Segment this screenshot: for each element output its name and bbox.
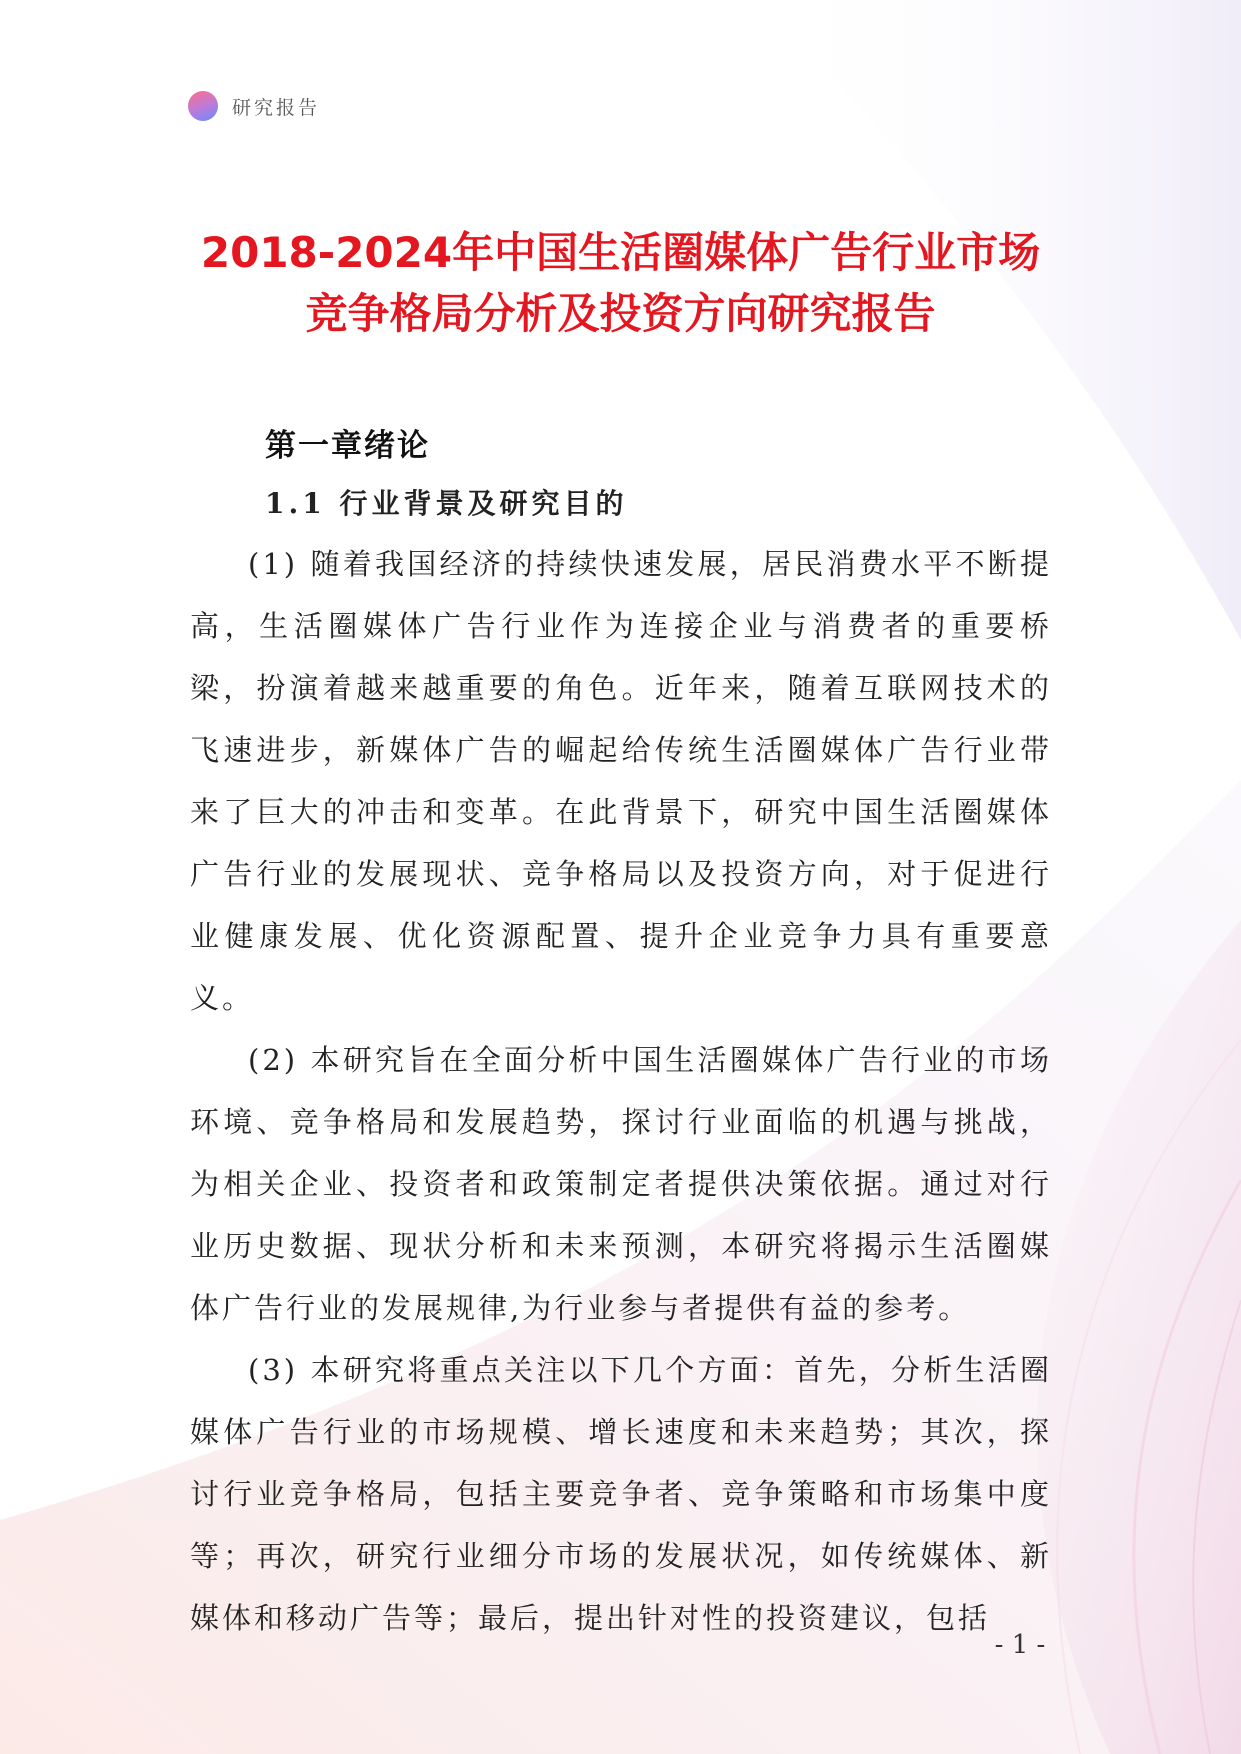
report-title — [150, 222, 1091, 344]
logo-icon — [188, 91, 218, 121]
chapter-heading: 第一章绪论 — [265, 428, 430, 464]
header-label: 研究报告 — [232, 96, 321, 119]
section-heading: 1.1 行业背景及研究目的 — [265, 487, 628, 520]
paragraph-3: (3) 本研究将重点关注以下几个方面：首先，分析生活圈媒体广告行业的市场规模、增长速度和未来趋势；其次，探讨行业竞争格局，包括主要竞争者、竞争策略和市场集中度等；再次，研究行业细分市场的发展状况，如传统媒体、新媒体和移动广告等；最后，提出针对性的投资建议，包括 — [190, 1353, 1052, 1635]
page-header — [188, 90, 320, 122]
title-line-2: 竞争格局分析及投资方向研究报告 — [305, 289, 936, 338]
page-number: - 1 - — [994, 1630, 1046, 1660]
paragraph-2: (2) 本研究旨在全面分析中国生活圈媒体广告行业的市场环境、竞争格局和发展趋势，探讨行业面临的机遇与挑战，为相关企业、投资者和政策制定者提供决策依据。通过对行业历史数据、现状分析和未来预测，本研究将揭示生活圈媒体广告行业的发展规律,为行业参与者提供有益的参考。 — [190, 1043, 1052, 1325]
paragraph-1: (1) 随着我国经济的持续快速发展，居民消费水平不断提高，生活圈媒体广告行业作为连接企业与消费者的重要桥梁，扮演着越来越重要的角色。近年来，随着互联网技术的飞速进步，新媒体广告的崛起给传统生活圈媒体广告行业带来了巨大的冲击和变革。在此背景下，研究中国生活圈媒体广告行业的发展现状、竞争格局以及投资方向，对于促进行业健康发展、优化资源配置、提升企业竞争力具有重要意义。 — [190, 547, 1052, 1015]
body-text — [190, 533, 1052, 1649]
title-line-1: 2018-2024年中国生活圈媒体广告行业市场 — [200, 228, 1041, 277]
